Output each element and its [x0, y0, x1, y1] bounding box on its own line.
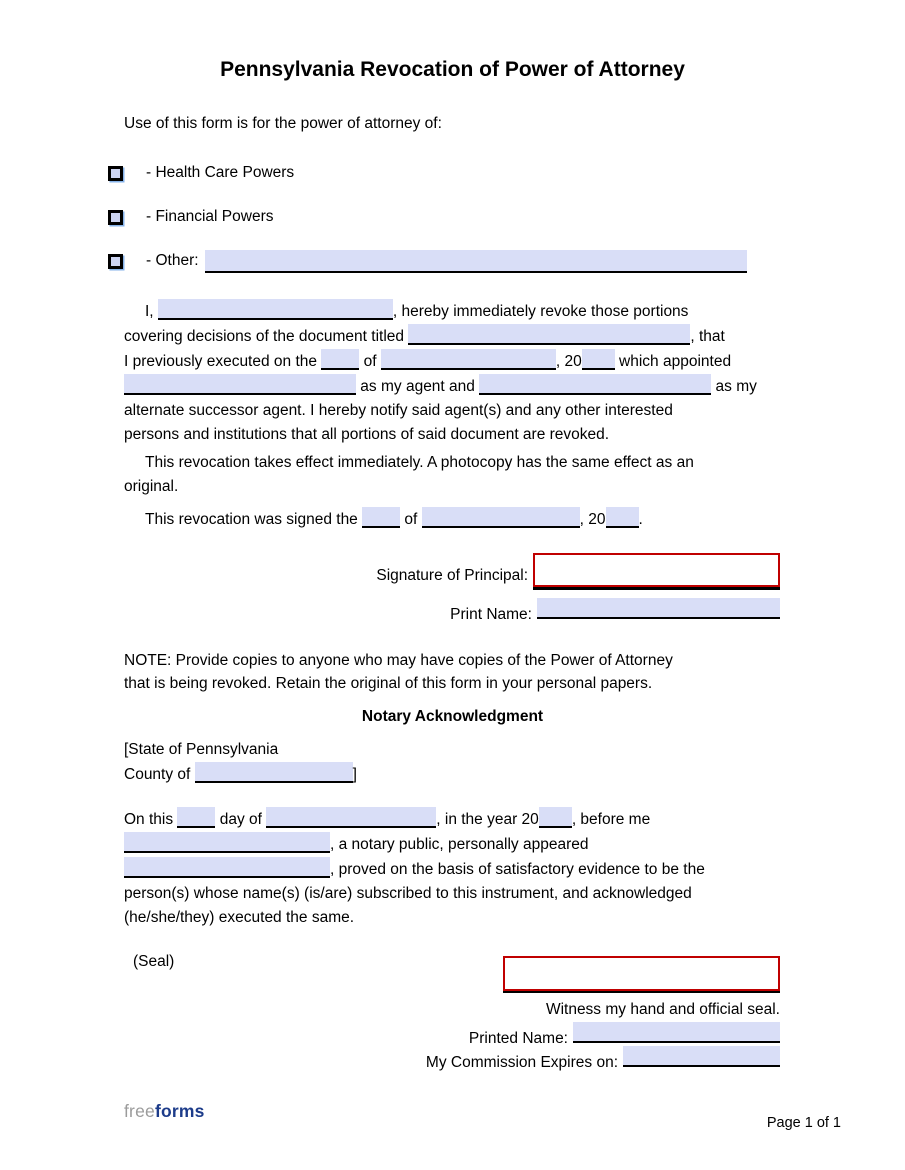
checkbox-row-financial — [108, 207, 747, 227]
freeforms-logo — [124, 1100, 205, 1122]
financial-checkbox[interactable] — [108, 210, 123, 225]
checkbox-group — [108, 163, 747, 295]
commission-expires-row — [124, 1046, 780, 1075]
signed-text: . — [638, 511, 643, 528]
notary-day-field[interactable] — [177, 807, 215, 828]
notary-acknowledgment-heading: Notary Acknowledgment — [361, 708, 544, 725]
signed-month-field[interactable] — [422, 507, 580, 528]
signed-text: , 20 — [579, 511, 606, 528]
notary-month-field[interactable] — [266, 807, 436, 828]
appeared-name-field[interactable] — [124, 857, 330, 878]
county-field[interactable] — [195, 762, 353, 783]
execution-day-field[interactable] — [321, 349, 359, 370]
notary-paragraph — [124, 807, 804, 930]
page-number: Page 1 of 1 — [766, 1115, 841, 1131]
agent-name-field[interactable] — [124, 374, 356, 395]
other-checkbox[interactable] — [108, 254, 123, 269]
county-bracket: ] — [352, 766, 357, 783]
revocation-text: I, — [145, 303, 158, 320]
state-line: [State of Pennsylvania — [124, 741, 279, 758]
principal-name-field[interactable] — [158, 299, 393, 320]
revocation-text: as my — [711, 378, 757, 395]
revocation-text: I previously executed on the — [124, 353, 322, 370]
principal-signature-field[interactable] — [533, 553, 780, 587]
signed-year-field[interactable] — [606, 507, 639, 528]
execution-year-field[interactable] — [582, 349, 615, 370]
notary-text: On this — [124, 811, 178, 828]
document-title-field[interactable] — [408, 324, 690, 345]
note-paragraph — [124, 649, 673, 695]
health-care-label: - Health Care Powers — [146, 164, 295, 181]
effect-text: original. — [124, 478, 179, 495]
alternate-agent-field[interactable] — [479, 374, 711, 395]
commission-expires-label: My Commission Expires on: — [425, 1054, 618, 1071]
revocation-text: , hereby immediately revoke those portions — [392, 303, 689, 320]
notary-text: (he/she/they) executed the same. — [124, 909, 355, 926]
signed-text: This revocation was signed the — [145, 511, 363, 528]
principal-print-name-field[interactable] — [537, 598, 780, 619]
county-label: County of — [124, 766, 195, 783]
witness-line: Witness my hand and official seal. — [545, 1001, 780, 1018]
effect-text: This revocation takes effect immediately. A photocopy has the same effect as an — [145, 454, 694, 471]
other-label: - Other: — [146, 252, 199, 269]
intro-text: Use of this form is for the power of attorney of: — [124, 115, 442, 132]
commission-expiry-field[interactable] — [623, 1046, 780, 1067]
notary-name-field[interactable] — [124, 832, 330, 853]
revocation-text: of — [359, 353, 381, 370]
revocation-text: as my agent and — [356, 378, 480, 395]
financial-label: - Financial Powers — [146, 208, 274, 225]
state-county-block — [124, 738, 357, 787]
notary-printed-name-label: Printed Name: — [468, 1030, 568, 1047]
signed-date-line — [124, 507, 643, 532]
checkbox-row-other — [108, 251, 747, 271]
seal-label: (Seal) — [133, 953, 175, 970]
revocation-text: covering decisions of the document titled — [124, 328, 409, 345]
note-text: NOTE: Provide copies to anyone who may have copies of the Power of Attorney — [124, 652, 673, 669]
notary-printed-name-field[interactable] — [573, 1022, 780, 1043]
other-poa-field[interactable] — [205, 250, 747, 273]
health-care-checkbox[interactable] — [108, 166, 123, 181]
checkbox-row-health-care — [108, 163, 747, 183]
revocation-text: persons and institutions that all portions of said document are revoked. — [124, 426, 610, 443]
revocation-text: , 20 — [555, 353, 582, 370]
notary-text: , a notary public, personally appeared — [330, 836, 589, 853]
notary-year-field[interactable] — [539, 807, 572, 828]
revocation-text: alternate successor agent. I hereby notify said agent(s) and any other interested — [124, 402, 673, 419]
signature-of-principal-label: Signature of Principal: — [376, 567, 528, 584]
notary-text: , before me — [571, 811, 651, 828]
effect-paragraph — [124, 451, 694, 499]
notary-signature-field[interactable] — [503, 956, 780, 991]
notary-text: day of — [215, 811, 267, 828]
signed-text: of — [400, 511, 422, 528]
note-text: that is being revoked. Retain the original of this form in your personal papers. — [124, 675, 653, 692]
execution-month-field[interactable] — [381, 349, 556, 370]
notary-text: , in the year 20 — [436, 811, 539, 828]
revocation-paragraph — [124, 299, 804, 447]
print-name-label: Print Name: — [450, 606, 532, 623]
revocation-text: which appointed — [614, 353, 732, 370]
signature-block — [124, 553, 780, 627]
notary-text: person(s) whose name(s) (is/are) subscribed to this instrument, and acknowledged — [124, 885, 692, 902]
logo-forms-text: forms — [154, 1101, 205, 1121]
signed-day-field[interactable] — [362, 507, 400, 528]
page-title: Pennsylvania Revocation of Power of Attorney — [220, 58, 685, 81]
revocation-text: , that — [690, 328, 725, 345]
notary-text: , proved on the basis of satisfactory evidence to be the — [330, 861, 705, 878]
logo-free-text: free — [124, 1101, 155, 1121]
